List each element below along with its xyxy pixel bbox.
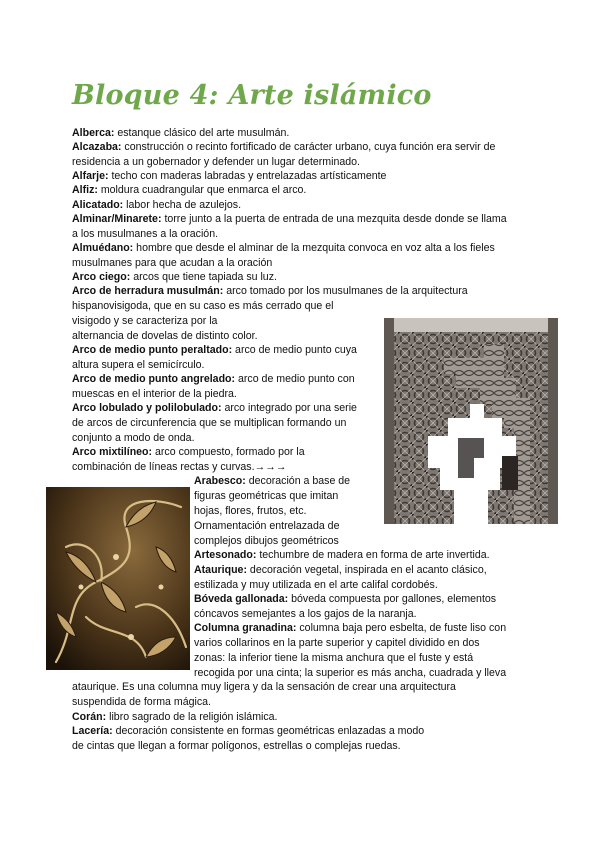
entry-text: de arcos de circunferencia que se multiplican formando un [72,416,347,429]
entry-arco-angrelado [72,372,355,402]
mixtilinear-arch-photo [384,318,558,524]
entry-boveda-gallonada [194,592,496,622]
entry-term: Alfiz: [72,184,98,196]
entry-text: decoración consistente en formas geométricas enlazadas a modo [115,725,425,737]
entry-arabesco [194,474,350,549]
entry-alicatado [72,198,241,213]
entry-alberca [72,126,289,141]
entry-text: hojas, flores, frutos, etc. [194,504,307,517]
entry-text: suspendida de forma mágica. [72,695,211,708]
entry-coran [72,710,278,725]
entry-text: moldura cuadrangular que enmarca el arco. [100,184,307,196]
entry-text: recogida por una cinta; la superior es más ancha, cuadrada y lleva [194,666,507,679]
entry-text: Ornamentación entrelazada de [194,519,340,532]
entry-alminar [72,212,507,242]
entry-term: Bóveda gallonada: [194,593,289,605]
entry-text: combinación de líneas rectas y curvas.→→→ [72,460,287,473]
entry-term: Arco de medio punto angrelado: [72,373,236,385]
entry-term: Alcazaba: [72,141,122,153]
page-title: Bloque 4: Arte islámico [72,80,432,111]
entry-arco-mixtilineo [72,445,305,475]
entry-term: Artesonado: [194,549,257,561]
entry-text: de cintas que llegan a formar polígonos, estrellas o complejas ruedas. [72,739,401,752]
entry-text: techo con maderas labradas y entrelazadas artísticamente [111,170,387,182]
ataurique-wood-carving-photo [46,487,190,670]
entry-term: Columna granadina: [194,622,297,634]
entry-text: techumbre de madera en forma de arte invertida. [259,549,490,561]
entry-arco-lobulado [72,401,357,446]
entry-text: decoración vegetal, inspirada en el acanto clásico, [249,564,487,576]
entry-ataurique [194,563,487,593]
entry-text: figuras geométricas que imitan [194,489,339,502]
entry-text: hombre que desde el alminar de la mezquita convoca en voz alta a los fieles [136,242,495,254]
entry-almuedano [72,241,495,271]
entry-text: arco integrado por una serie [224,402,357,414]
entry-arco-peraltado [72,343,357,373]
entry-term: Alminar/Minarete: [72,213,162,225]
entry-text: ataurique. Es una columna muy ligera y da la sensación de crear una arquitectura [72,681,456,693]
entry-alfarje [72,169,386,184]
entry-text: visigodo y se caracteriza por la [72,314,218,327]
entry-text: hispanovisigoda, que en su caso es más cerrado que el [72,299,334,312]
entry-text: estilizada y muy utilizada en el arte califal cordobés. [194,578,438,591]
entry-text: construcción o recinto fortificado de carácter urbano, cuya función era servir de [124,141,496,153]
entry-term: Alicatado: [72,199,124,211]
entry-term: Ataurique: [194,564,247,576]
entry-text: arco tomado por los musulmanes de la arquitectura [226,285,468,297]
entry-artesonado [194,548,490,563]
entry-text: alternancia de dovelas de distinto color. [72,329,258,342]
entry-text: musulmanes para que acudan a la oración [72,256,273,269]
entry-text: cóncavos semejantes a los gajos de la naranja. [194,607,417,620]
entry-text: arco de medio punto cuya [235,344,357,356]
entry-text: muescas en el interior de la piedra. [72,387,237,400]
entry-arco-herradura [72,284,468,344]
entry-term: Alberca: [72,127,115,139]
entry-term: Lacería: [72,725,113,737]
entry-text: arcos que tiene tapiada su luz. [133,271,277,283]
entry-arco-ciego [72,270,277,285]
entry-term: Almuédano: [72,242,134,254]
entry-columna-granadina [194,621,506,681]
entry-text: varios collarinos en la parte superior y capitel dividido en dos [194,636,480,649]
entry-text: torre junto a la puerta de entrada de una mezquita desde donde se llama [164,213,507,225]
entry-text: estanque clásico del arte musulmán. [117,127,290,139]
entry-text: zonas: la inferior tiene la misma anchura que el fuste y está [194,651,474,664]
entry-text: arco compuesto, formado por la [155,446,305,458]
entry-text: complejos dibujos geométricos [194,534,339,547]
entry-term: Arco ciego: [72,271,131,283]
entry-term: Arco de medio punto peraltado: [72,344,233,356]
entry-term: Arco de herradura musulmán: [72,285,224,297]
entry-text: labor hecha de azulejos. [126,199,242,211]
entry-alfiz [72,183,306,198]
entry-text: altura supera el semicírculo. [72,358,205,371]
entry-term: Arco lobulado y polilobulado: [72,402,222,414]
entry-alcazaba [72,140,495,170]
entry-term: Corán: [72,711,107,723]
entry-text: libro sagrado de la religión islámica. [109,711,278,723]
entry-term: Alfarje: [72,170,109,182]
entry-text: decoración a base de [248,475,351,487]
entry-laceria [72,724,424,754]
entry-text: bóveda compuesta por gallones, elementos [291,593,497,605]
entry-term: Arco mixtilíneo: [72,446,153,458]
entry-columna-granadina-cont [72,680,456,710]
entry-text: a los musulmanes a la oración. [72,227,219,240]
entry-text: arco de medio punto con [238,373,355,385]
entry-text: residencia a un gobernador y defender un lugar determinado. [72,155,360,168]
entry-text: conjunto a modo de onda. [72,431,195,444]
entry-term: Arabesco: [194,475,246,487]
entry-text: columna baja pero esbelta, de fuste liso con [299,622,507,634]
